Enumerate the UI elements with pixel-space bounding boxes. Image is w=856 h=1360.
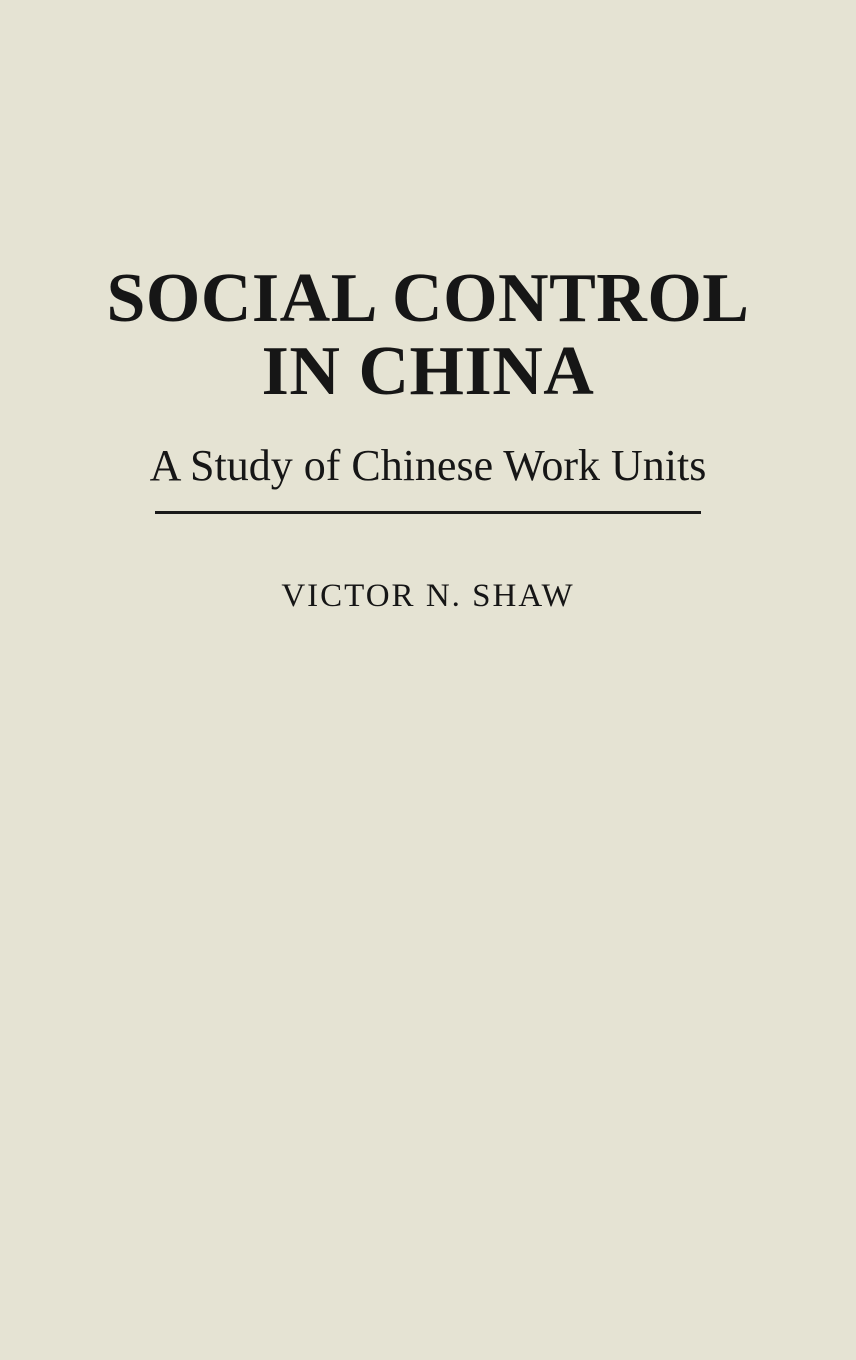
book-title	[0, 262, 856, 408]
title-divider-rule	[155, 511, 701, 514]
book-title-line2: IN CHINA	[261, 333, 595, 410]
book-author: VICTOR N. SHAW	[281, 578, 575, 614]
book-title-line1: SOCIAL CONTROL	[106, 260, 750, 337]
book-subtitle: A Study of Chinese Work Units	[149, 441, 707, 490]
